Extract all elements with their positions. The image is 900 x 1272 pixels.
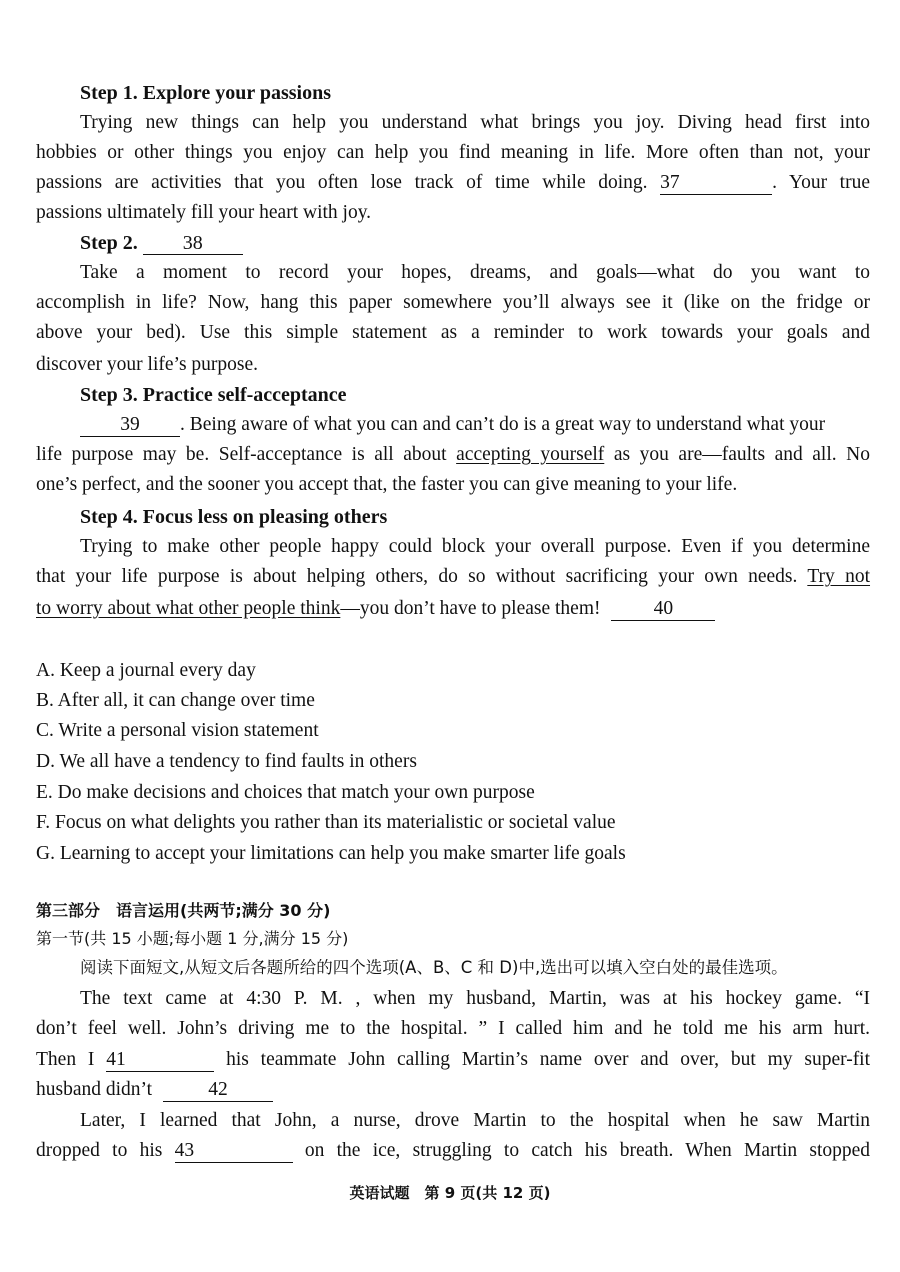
step3-line-2 xyxy=(36,440,870,470)
underlined-try-not: Try not xyxy=(807,566,871,587)
step4-line-1: Trying to make other people happy could block your overall purpose. Even if you determine xyxy=(80,536,870,557)
step2-line-3: above your bed). Use this simple statement as a reminder to work towards your goals and xyxy=(36,322,870,343)
step3-line-1-text: . Being aware of what you can and can’t do is a great way to understand what your xyxy=(180,414,826,435)
underlined-worry-phrase: to worry about what other people think xyxy=(36,598,341,619)
blank-37[interactable]: 37 xyxy=(660,172,772,195)
passage-line-6-text: dropped to his xyxy=(36,1140,163,1161)
option-g: G. Learning to accept your limitations can help you make smarter life goals xyxy=(36,843,626,864)
step2-line-4: discover your life’s purpose. xyxy=(36,354,259,375)
step2-heading xyxy=(80,228,900,258)
step1-line-3 xyxy=(36,168,870,198)
blank-39[interactable]: 39 xyxy=(80,414,180,437)
part3-title: 第三部分 语言运用(共两节;满分 30 分) xyxy=(36,901,331,920)
step1-line-1: Trying new things can help you understand what brings you joy. Diving head first into xyxy=(80,112,870,133)
underlined-accepting-yourself: accepting yourself xyxy=(456,444,605,465)
step1-heading: Step 1. Explore your passions xyxy=(80,82,331,104)
option-b: B. After all, it can change over time xyxy=(36,690,315,711)
passage-line-3-text: Then I xyxy=(36,1049,95,1070)
step4-heading: Step 4. Focus less on pleasing others xyxy=(80,506,388,528)
step3-line-1 xyxy=(80,410,870,440)
step2-line-1: Take a moment to record your hopes, dreams, and goals—what do you want to xyxy=(80,262,870,283)
step1-line-3-text: passions are activities that you often lose track of time while doing. xyxy=(36,172,648,193)
step2-heading-text: Step 2. xyxy=(80,232,138,254)
passage-line-6-tail: on the ice, struggling to catch his breath. When Martin stopped xyxy=(304,1140,871,1161)
section1-title: 第一节(共 15 小题;每小题 1 分,满分 15 分) xyxy=(36,929,349,948)
passage-line-3 xyxy=(36,1045,870,1075)
passage-line-5: Later, I learned that John, a nurse, drove Martin to the hospital when he saw Martin xyxy=(80,1110,870,1131)
step4-line-3-text: —you don’t have to please them! xyxy=(340,598,601,619)
blank-42[interactable]: 42 xyxy=(163,1079,273,1102)
passage-line-4 xyxy=(36,1075,870,1105)
option-d: D. We all have a tendency to find faults in others xyxy=(36,751,417,772)
page-footer: 英语试题 第 9 页(共 12 页) xyxy=(349,1184,551,1202)
blank-41[interactable]: 41 xyxy=(106,1049,214,1072)
instruction: 阅读下面短文,从短文后各题所给的四个选项(A、B、C 和 D)中,选出可以填入空白处的最佳选项。 xyxy=(80,958,788,977)
step4-line-2 xyxy=(36,562,870,592)
passage-line-3-tail: his teammate John calling Martin’s name over and over, but my super-fit xyxy=(226,1049,871,1070)
step1-line-3-tail: . Your true xyxy=(772,172,871,193)
step3-heading: Step 3. Practice self-acceptance xyxy=(80,384,347,406)
option-a: A. Keep a journal every day xyxy=(36,660,256,681)
step4-line-3 xyxy=(36,594,870,624)
passage-line-1: The text came at 4:30 P. M. , when my husband, Martin, was at his hockey game. “I xyxy=(80,988,870,1009)
passage-line-4-text: husband didn’t xyxy=(36,1079,153,1100)
blank-40[interactable]: 40 xyxy=(611,598,715,621)
step1-line-4: passions ultimately fill your heart with joy. xyxy=(36,202,372,223)
option-c: C. Write a personal vision statement xyxy=(36,720,319,741)
step1-line-2: hobbies or other things you enjoy can help you find meaning in life. More often than not, your xyxy=(36,142,870,163)
step4-line-2-text: that your life purpose is about helping others, do so without sacrificing your own needs. xyxy=(36,566,798,587)
step3-line-2-tail: as you are—faults and all. No xyxy=(613,444,871,465)
step3-line-2-text: life purpose may be. Self-acceptance is all about xyxy=(36,444,447,465)
step3-line-3: one’s perfect, and the sooner you accept that, the faster you can give meaning to your life. xyxy=(36,474,738,495)
blank-38[interactable]: 38 xyxy=(143,232,243,255)
step2-line-2: accomplish in life? Now, hang this paper somewhere you’ll always see it (like on the fridge or xyxy=(36,292,870,313)
passage-line-6 xyxy=(36,1136,870,1166)
passage-line-2: don’t feel well. John’s driving me to the hospital. ” I called him and he told me his arm hurt. xyxy=(36,1018,870,1039)
blank-43[interactable]: 43 xyxy=(175,1140,293,1163)
option-e: E. Do make decisions and choices that match your own purpose xyxy=(36,782,535,803)
option-f: F. Focus on what delights you rather than its materialistic or societal value xyxy=(36,812,616,833)
